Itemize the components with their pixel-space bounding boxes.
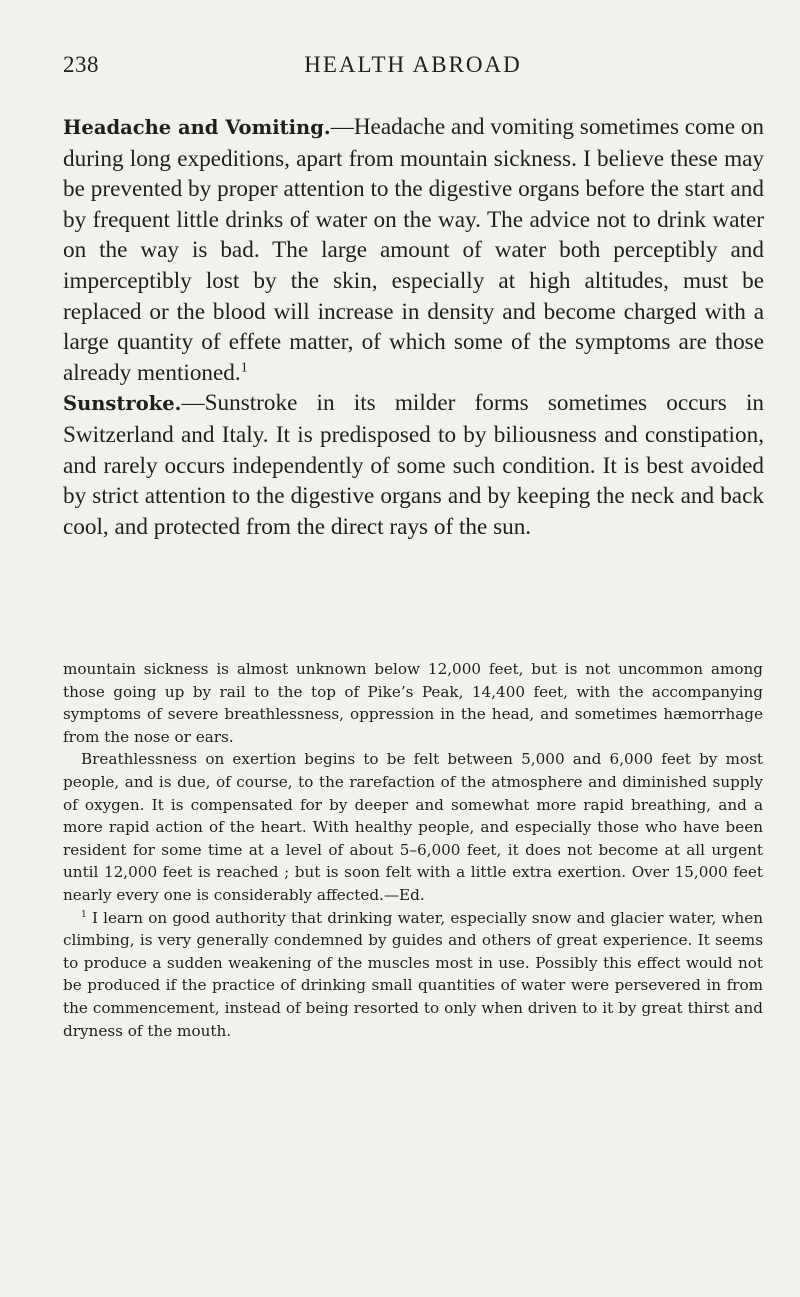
paragraph-sunstroke-text: —Sunstroke in its milder forms sometimes occurs in Switzerland and Italy. It is predisposed to by biliousness and constipation, and rarely occurs independently of some such condition. It is best avoided by strict attention to the digestive organs and by keeping the neck and back cool, and protected from the direct rays of the sun. xyxy=(63,390,764,540)
page-number: 238 xyxy=(63,52,99,77)
paragraph-headache-text: —Headache and vomiting sometimes come on during long expeditions, apart from mountain sickness. I believe these may be prevented by proper attention to the digestive organs before the start and by frequent little drinks of water on the way. The advice not to drink water on the way is bad. The large amount of water both perceptibly and imperceptibly lost by the skin, especially at high altitudes, must be replaced or the blood will increase in density and become charged with a large quantity of effete matter, of which some of the symptoms are those already mentioned. xyxy=(63,114,764,386)
running-head xyxy=(63,52,763,82)
paragraph-headache xyxy=(63,112,764,388)
section-heading-headache: Headache and Vomiting. xyxy=(63,116,331,139)
running-title: HEALTH ABROAD xyxy=(304,52,522,77)
footnote-1 xyxy=(63,907,763,1043)
footnote-ref-1: 1 xyxy=(240,360,248,376)
footnote-marker-1: 1 xyxy=(81,909,87,920)
section-heading-sunstroke: Sunstroke. xyxy=(63,392,182,416)
footnote-continued: mountain sickness is almost unknown below 12,000 feet, but is not uncommon among those going up by rail to the top of Pike’s Peak, 14,400 feet, with the accompanying symptoms of severe breathlessness, oppression in the head, and sometimes hæmorrhage from the nose or ears. xyxy=(63,660,763,746)
paragraph-sunstroke xyxy=(63,388,764,542)
footnote-breathlessness: Breathlessness on exertion begins to be felt between 5,000 and 6,000 feet by most people, and is due, of course, to the rarefaction of the atmosphere and diminished supply of oxygen. It is compensated for by deeper and somewhat more rapid breathing, and a more rapid action of the heart. With healthy people, and especially those who have been resident for some time at a level of about 5–6,000 feet, it does not become at all urgent until 12,000 feet is reached ; but is soon felt with a little extra exertion. Over 15,000 feet nearly every one is considerably affected.—Ed. xyxy=(63,750,763,904)
footnotes xyxy=(63,658,763,1042)
main-text xyxy=(63,112,764,542)
footnote-1-text: I learn on good authority that drinking water, especially snow and glacier water, when climbing, is very generally condemned by guides and others of great experience. It seems to produce a sudden weakening of the muscles most in use. Possibly this effect would not be produced if the practice of drinking small quantities of water were persevered in from the commencement, instead of being resorted to only when driven to it by great thirst and dryness of the mouth. xyxy=(63,908,764,1040)
